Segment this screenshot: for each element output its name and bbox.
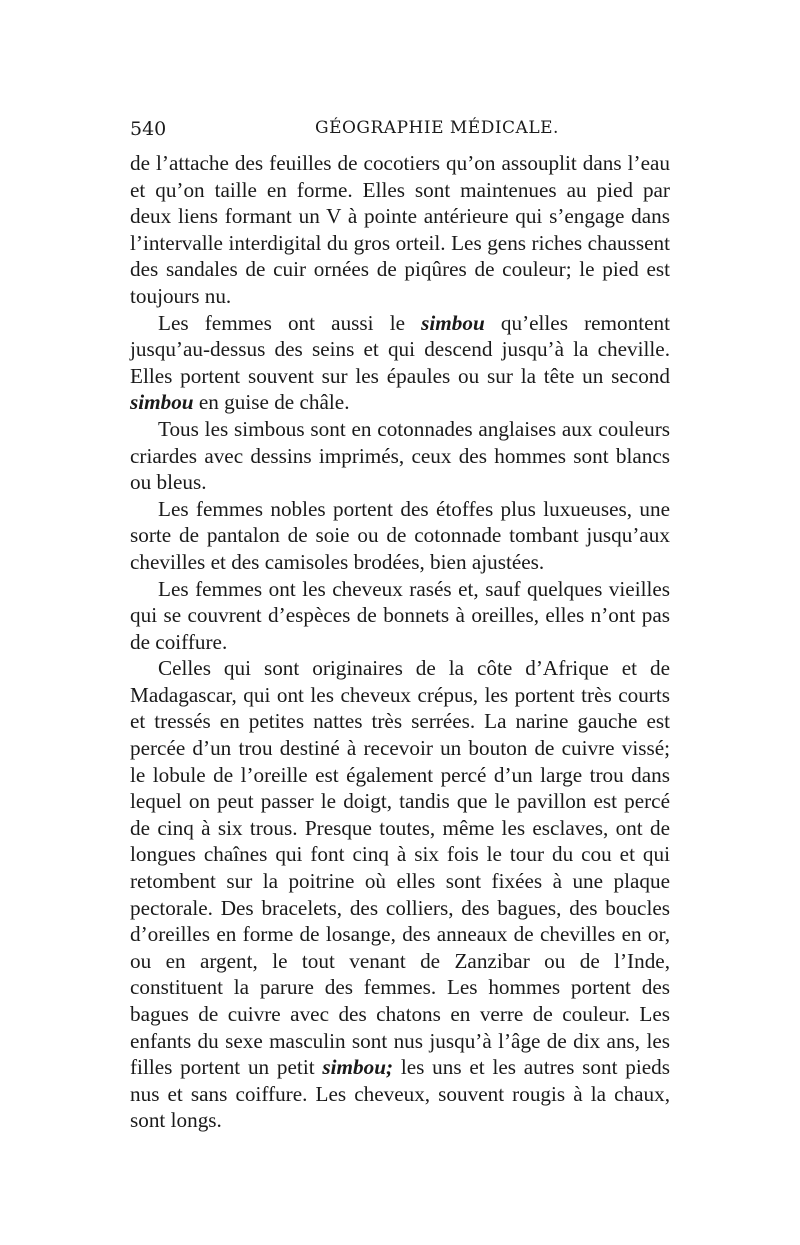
paragraph-1: de l’attache des feuilles de cocotiers qu’on assouplit dans l’eau et qu’on taille en forme. Elles sont maintenues au pied par deux liens formant un V à pointe antérieure qui s’engage dans l’intervalle interdigital du gros orteil. Les gens riches chaussent des sandales de cuir ornées de piqûres de couleur; le pied est toujours nu.: [130, 151, 670, 308]
term-simbou: simbou: [130, 390, 194, 415]
paragraph-2-text-a: Les femmes ont aussi le: [158, 310, 422, 335]
paragraph-4: Les femmes nobles portent des étoffes plus luxueuses, une sorte de pantalon de soie ou de cotonnade tombant jusqu’aux chevilles et des camisoles brodées, bien ajustées.: [130, 496, 670, 574]
running-title: GÉOGRAPHIE MÉDICALE.: [315, 118, 559, 138]
running-header: [130, 118, 670, 148]
body-text: [130, 150, 670, 1134]
term-simbou: simbou;: [322, 1055, 394, 1080]
paragraph-2-text-c: en guise de châle.: [193, 390, 350, 415]
paragraph-6-text-a: Celles qui sont originaires de la côte d’Afrique et de Madagascar, qui ont les cheveux crépus, les portent très courts et tressés en petites nattes très serrées. La narine gauche est percée d’un trou destiné à recevoir un bouton de cuivre vissé; le lobule de l’oreille est également percé d’un large trou dans lequel on peut passer le doigt, tandis que le pavillon est percé de cinq à six trous. Presque toutes, même les esclaves, ont de longues chaînes qui font cinq à six fois le tour du cou et qui retombent sur la poitrine où elles sont fixées à une plaque pectorale. Des bracelets, des colliers, des bagues, des boucles d’oreilles en forme de losange, des anneaux de chevilles en or, ou en argent, le tout venant de Zanzibar ou de l’Inde, constituent la parure des femmes. Les hommes portent des bagues de cuivre avec des chatons en verre de couleur. Les enfants du sexe masculin sont nus jusqu’à l’âge de dix ans, les filles portent un petit: [130, 656, 670, 1080]
paragraph-6: [130, 655, 670, 1134]
paragraph-6-text-b: les uns et les autres sont pieds nus et sans coiffure. Les cheveux, souvent rougis à la chaux, sont longs.: [130, 1055, 670, 1133]
page-number: 540: [130, 118, 167, 140]
paragraph-5: Les femmes ont les cheveux rasés et, sauf quelques vieilles qui se couvrent d’espèces de bonnets à oreilles, elles n’ont pas de coiffure.: [130, 576, 670, 654]
paragraph-2: [130, 310, 670, 416]
term-simbou: simbou: [421, 310, 485, 335]
paragraph-2-text-b: qu’elles remontent jusqu’au-dessus des seins et qui descend jusqu’à la cheville. Elles portent souvent sur les épaules ou sur la tête un second: [130, 310, 670, 388]
paragraph-3: Tous les simbous sont en cotonnades anglaises aux couleurs criardes avec dessins imprimés, ceux des hommes sont blancs ou bleus.: [130, 416, 670, 495]
